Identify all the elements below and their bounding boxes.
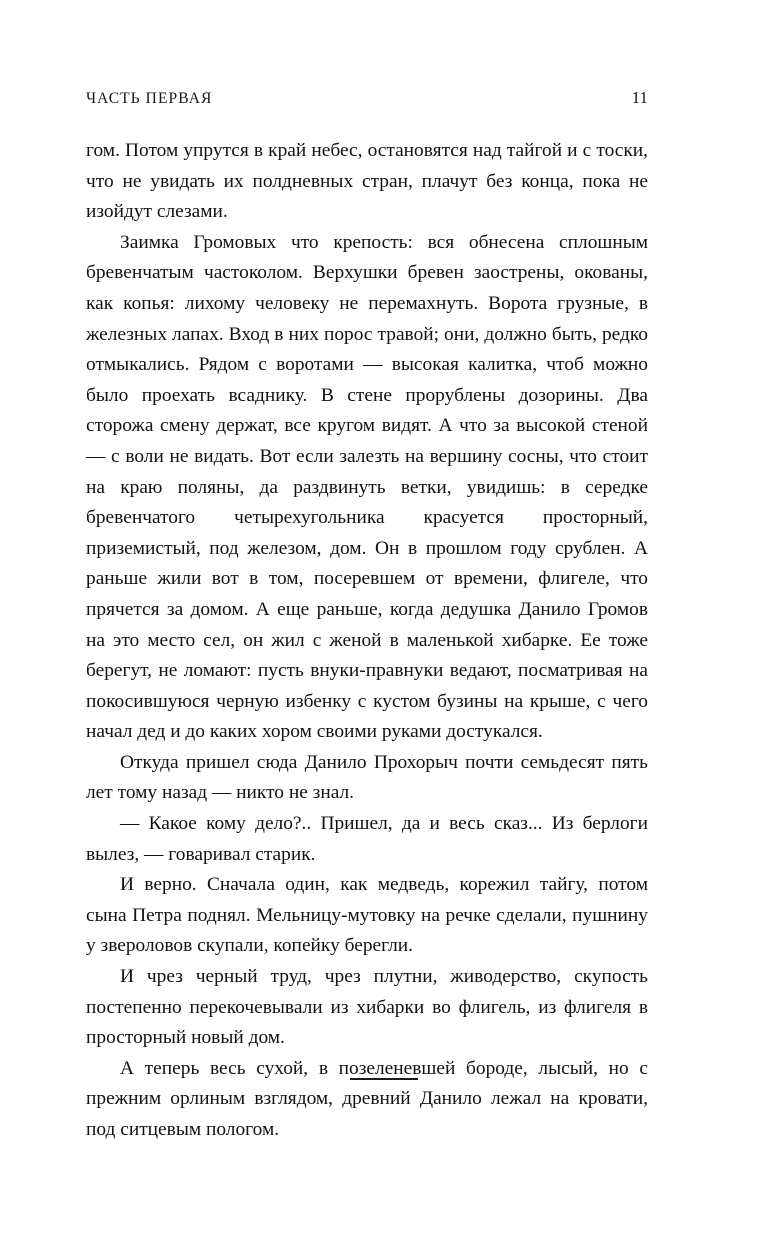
horizontal-rule-icon xyxy=(350,1078,418,1080)
paragraph: А теперь весь сухой, в позеленевшей бороде, лысый, но с прежним орлиным взглядом, древний Данило лежал на кровати, под ситцевым пологом. xyxy=(86,1057,648,1140)
running-head-title: ЧАСТЬ ПЕРВАЯ xyxy=(86,90,213,107)
paragraph: И чрез черный труд, чрез плутни, живодерство, скупость постепенно перекочевывали из хибарки во флигель, из флигеля в просторный новый дом. xyxy=(86,966,648,1049)
paragraph: И верно. Сначала один, как медведь, корежил тайгу, потом сына Петра поднял. Мельницу-мутовку на речке сделали, пушнину у звероловов скупали, копейку берегли. xyxy=(86,874,648,957)
page-number: 11 xyxy=(631,88,648,107)
section-ornament xyxy=(0,1078,768,1080)
running-head xyxy=(86,88,648,110)
paragraph: гом. Потом упрутся в край небес, остановятся над тайгой и с тоски, что не увидать их полдневных стран, плачут без конца, пока не изойдут слезами. xyxy=(86,140,648,223)
paragraph-dialogue: — Какое кому дело?.. Пришел, да и весь сказ... Из берлоги вылез, — говаривал старик. xyxy=(86,813,648,865)
paragraph: Откуда пришел сюда Данило Прохорыч почти семьдесят пять лет тому назад — никто не знал. xyxy=(86,751,648,804)
body-text xyxy=(86,136,648,1146)
paragraph: Заимка Громовых что крепость: вся обнесена сплошным бревенчатым частоколом. Верхушки бревен заострены, окованы, как копья: лихому человеку не перемахнуть. Ворота грузные, в железных лапах. Вход в них порос травой; они, должно быть, редко отмыкались. Рядом с воротами — высокая калитка, чтоб можно было проехать всаднику. В стене прорублены дозорины. Два сторожа смену держат, все кругом видят. А что за высокой стеной — с воли не видать. Вот если залезть на вершину сосны, что стоит на краю поляны, да раздвинуть ветки, увидишь: в середке бревенчатого четырехугольника красуется просторный, приземистый, под железом, дом. Он в прошлом году срублен. А раньше жили вот в том, посеревшем от времени, флигеле, что прячется за домом. А еще раньше, когда дедушка Данило Громов на это место сел, он жил с женой в маленькой хибарке. Ее тоже берегут, не ломают: пусть внуки-правнуки ведают, посматривая на покосившуюся черную избенку с кустом бузины на крыше, с чего начал дед и до каких хором своими руками достукался. xyxy=(86,231,648,743)
